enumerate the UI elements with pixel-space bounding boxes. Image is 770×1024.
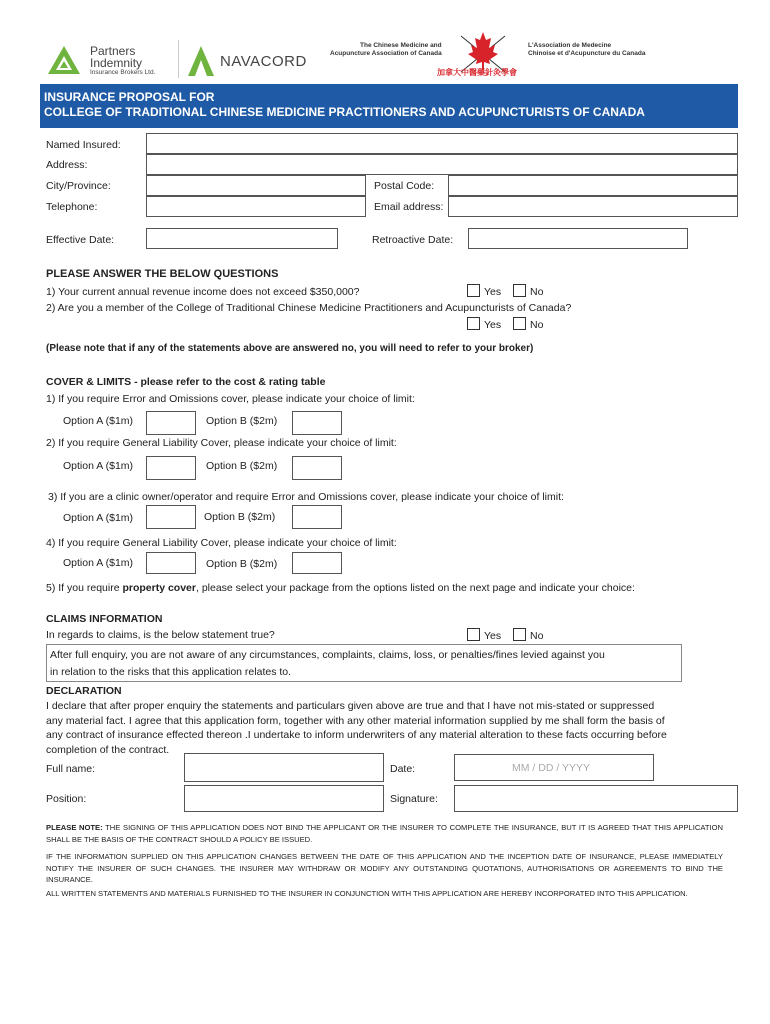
navacord-chevron-icon <box>188 46 214 76</box>
c4-option-b-box[interactable] <box>292 552 342 574</box>
c2-option-a-label: Option A ($1m) <box>63 460 134 472</box>
c2-option-b-box[interactable] <box>292 456 342 480</box>
cover-question-3: 3) If you are a clinic owner/operator and require Error and Omissions cover, please indicate your choice of limit: <box>48 491 564 503</box>
claims-yes-checkbox[interactable] <box>467 628 480 641</box>
address-field[interactable] <box>146 154 738 175</box>
c3-option-a-box[interactable] <box>146 505 196 529</box>
q1-no-label: No <box>530 286 544 298</box>
association-cn: 加拿大中醫藥針灸學會 <box>437 68 517 77</box>
q1-yes-label: Yes <box>484 286 502 298</box>
please-note-label: PLEASE NOTE: <box>46 823 103 832</box>
address-label: Address: <box>46 159 88 171</box>
q2-no-checkbox[interactable] <box>513 317 526 330</box>
declaration-line2: any material fact. I agree that this application form, together with any other material information supplied by me shall form the basis of <box>46 715 665 727</box>
city-province-label: City/Province: <box>46 180 111 192</box>
date-placeholder: MM / DD / YYYY <box>512 762 590 774</box>
association-fr-line1: L'Association de Medecine <box>528 42 612 49</box>
c2-option-a-box[interactable] <box>146 456 196 480</box>
position-label: Position: <box>46 793 87 805</box>
c4-option-a-label: Option A ($1m) <box>63 557 134 569</box>
c1-option-b-box[interactable] <box>292 411 342 435</box>
declaration-line1: I declare that after proper enquiry the statements and particulars given above are true and that I have not mis-stated or suppressed <box>46 700 655 712</box>
c4-option-b-label: Option B ($2m) <box>206 558 278 570</box>
footer-note-2: IF THE INFORMATION SUPPLIED ON THIS APPLICATION CHANGES BETWEEN THE DATE OF THIS APPLICATION AND THE INCEPTION DATE OF INSURANCE, PLEASE IMMEDIATELY NOTIFY THE INSURER OF SUCH CHANGES. THE INSURER MAY WITHDRAW OR MODIFY ANY OUTSTANDING QUOTATIONS, AUTHORISATIONS OR AGREEMENTS TO BIND THE INSURANCE. <box>46 852 723 884</box>
claims-statement-line1: After full enquiry, you are not aware of any circumstances, complaints, claims, loss, or penalties/fines levied against you <box>50 649 605 661</box>
q2-yes-checkbox[interactable] <box>467 317 480 330</box>
declaration-heading: DECLARATION <box>46 685 122 697</box>
association-en-line2: Acupuncture Association of Canada <box>330 50 442 57</box>
cover-question-4: 4) If you require General Liability Cover, please indicate your choice of limit: <box>46 537 397 549</box>
c5-suffix: , please select your package from the options listed on the next page and indicate your choice: <box>195 582 635 594</box>
footer-note-1 <box>46 822 723 845</box>
cover-question-2: 2) If you require General Liability Cover, please indicate your choice of limit: <box>46 437 397 449</box>
q1-yes-checkbox[interactable] <box>467 284 480 297</box>
email-field[interactable] <box>448 196 738 217</box>
claims-statement-line2: in relation to the risks that this application relates to. <box>50 666 292 678</box>
position-field[interactable] <box>184 785 384 812</box>
partners-triangle-icon <box>44 44 84 76</box>
named-insured-field[interactable] <box>146 133 738 154</box>
c2-option-b-label: Option B ($2m) <box>206 460 278 472</box>
partners-name: Partners <box>90 44 136 58</box>
retroactive-date-label: Retroactive Date: <box>372 234 454 246</box>
q1-no-checkbox[interactable] <box>513 284 526 297</box>
date-label: Date: <box>390 763 416 775</box>
q2-yes-label: Yes <box>484 319 502 331</box>
logo-divider <box>178 40 179 78</box>
claims-no-checkbox[interactable] <box>513 628 526 641</box>
declaration-line4: completion of the contract. <box>46 744 170 756</box>
title-banner <box>40 84 738 128</box>
telephone-field[interactable] <box>146 196 366 217</box>
c3-option-b-box[interactable] <box>292 505 342 529</box>
full-name-label: Full name: <box>46 763 96 775</box>
questions-note: (Please note that if any of the statements above are answered no, you will need to refer to your broker) <box>46 343 534 354</box>
telephone-label: Telephone: <box>46 201 98 213</box>
indemnity-name: Indemnity <box>90 56 143 70</box>
association-en-line1: The Chinese Medicine and <box>360 42 442 49</box>
claims-heading: CLAIMS INFORMATION <box>46 613 163 625</box>
claims-question: In regards to claims, is the below statement true? <box>46 629 275 641</box>
cover-heading: COVER & LIMITS - please refer to the cost & rating table <box>46 376 326 388</box>
email-label: Email address: <box>374 201 444 213</box>
full-name-field[interactable] <box>184 753 384 782</box>
brokers-name: Insurance Brokers Ltd. <box>90 69 156 76</box>
navacord-name: NAVACORD <box>220 53 307 70</box>
c5-property-cover: property cover <box>122 582 196 594</box>
c3-option-b-label: Option B ($2m) <box>204 511 276 523</box>
city-province-field[interactable] <box>146 175 366 196</box>
banner-line1: INSURANCE PROPOSAL FOR <box>44 90 215 104</box>
c4-option-a-box[interactable] <box>146 552 196 574</box>
cover-question-5 <box>46 582 635 594</box>
questions-heading: PLEASE ANSWER THE BELOW QUESTIONS <box>46 268 279 280</box>
claims-no-label: No <box>530 630 544 642</box>
effective-date-field[interactable] <box>146 228 338 249</box>
partners-indemnity-logo <box>44 44 174 78</box>
postal-code-label: Postal Code: <box>374 180 435 192</box>
named-insured-label: Named Insured: <box>46 139 121 151</box>
q2-no-label: No <box>530 319 544 331</box>
c1-option-a-box[interactable] <box>146 411 196 435</box>
c3-option-a-label: Option A ($1m) <box>63 512 134 524</box>
association-fr-line2: Chinoise et d'Acupuncture du Canada <box>528 50 646 57</box>
banner-line2: COLLEGE OF TRADITIONAL CHINESE MEDICINE PRACTITIONERS AND ACUPUNCTURISTS OF CANADA <box>44 105 645 119</box>
retroactive-date-field[interactable] <box>468 228 688 249</box>
c5-prefix: 5) If you require <box>46 582 123 594</box>
declaration-line3: any contract of insurance effected thereon .I undertake to inform underwriters of any material alteration to these facts occurring before <box>46 729 667 741</box>
claims-yes-label: Yes <box>484 630 502 642</box>
footer-note-1-text: THE SIGNING OF THIS APPLICATION DOES NOT BIND THE APPLICANT OR THE INSURER TO COMPLETE THE INSURANCE, BUT IT IS AGREED THAT THIS APPLICATION SHALL BE THE BASIS OF THE CONTRACT SHOULD A POLICY BE ISSUED. <box>46 823 723 844</box>
footer-note-3: ALL WRITTEN STATEMENTS AND MATERIALS FURNISHED TO THE INSURER IN CONJUNCTION WITH THIS APPLICATION ARE HEREBY INCORPORATED INTO THIS APPLICATION. <box>46 889 688 898</box>
c1-option-b-label: Option B ($2m) <box>206 415 278 427</box>
cover-question-1: 1) If you require Error and Omissions cover, please indicate your choice of limit: <box>46 393 415 405</box>
effective-date-label: Effective Date: <box>46 234 115 246</box>
signature-field[interactable] <box>454 785 738 812</box>
question-1: 1) Your current annual revenue income does not exceed $350,000? <box>46 286 360 298</box>
question-2: 2) Are you a member of the College of Traditional Chinese Medicine Practitioners and Acupuncturists of Canada? <box>46 302 572 314</box>
postal-code-field[interactable] <box>448 175 738 196</box>
signature-label: Signature: <box>390 793 438 805</box>
c1-option-a-label: Option A ($1m) <box>63 415 134 427</box>
